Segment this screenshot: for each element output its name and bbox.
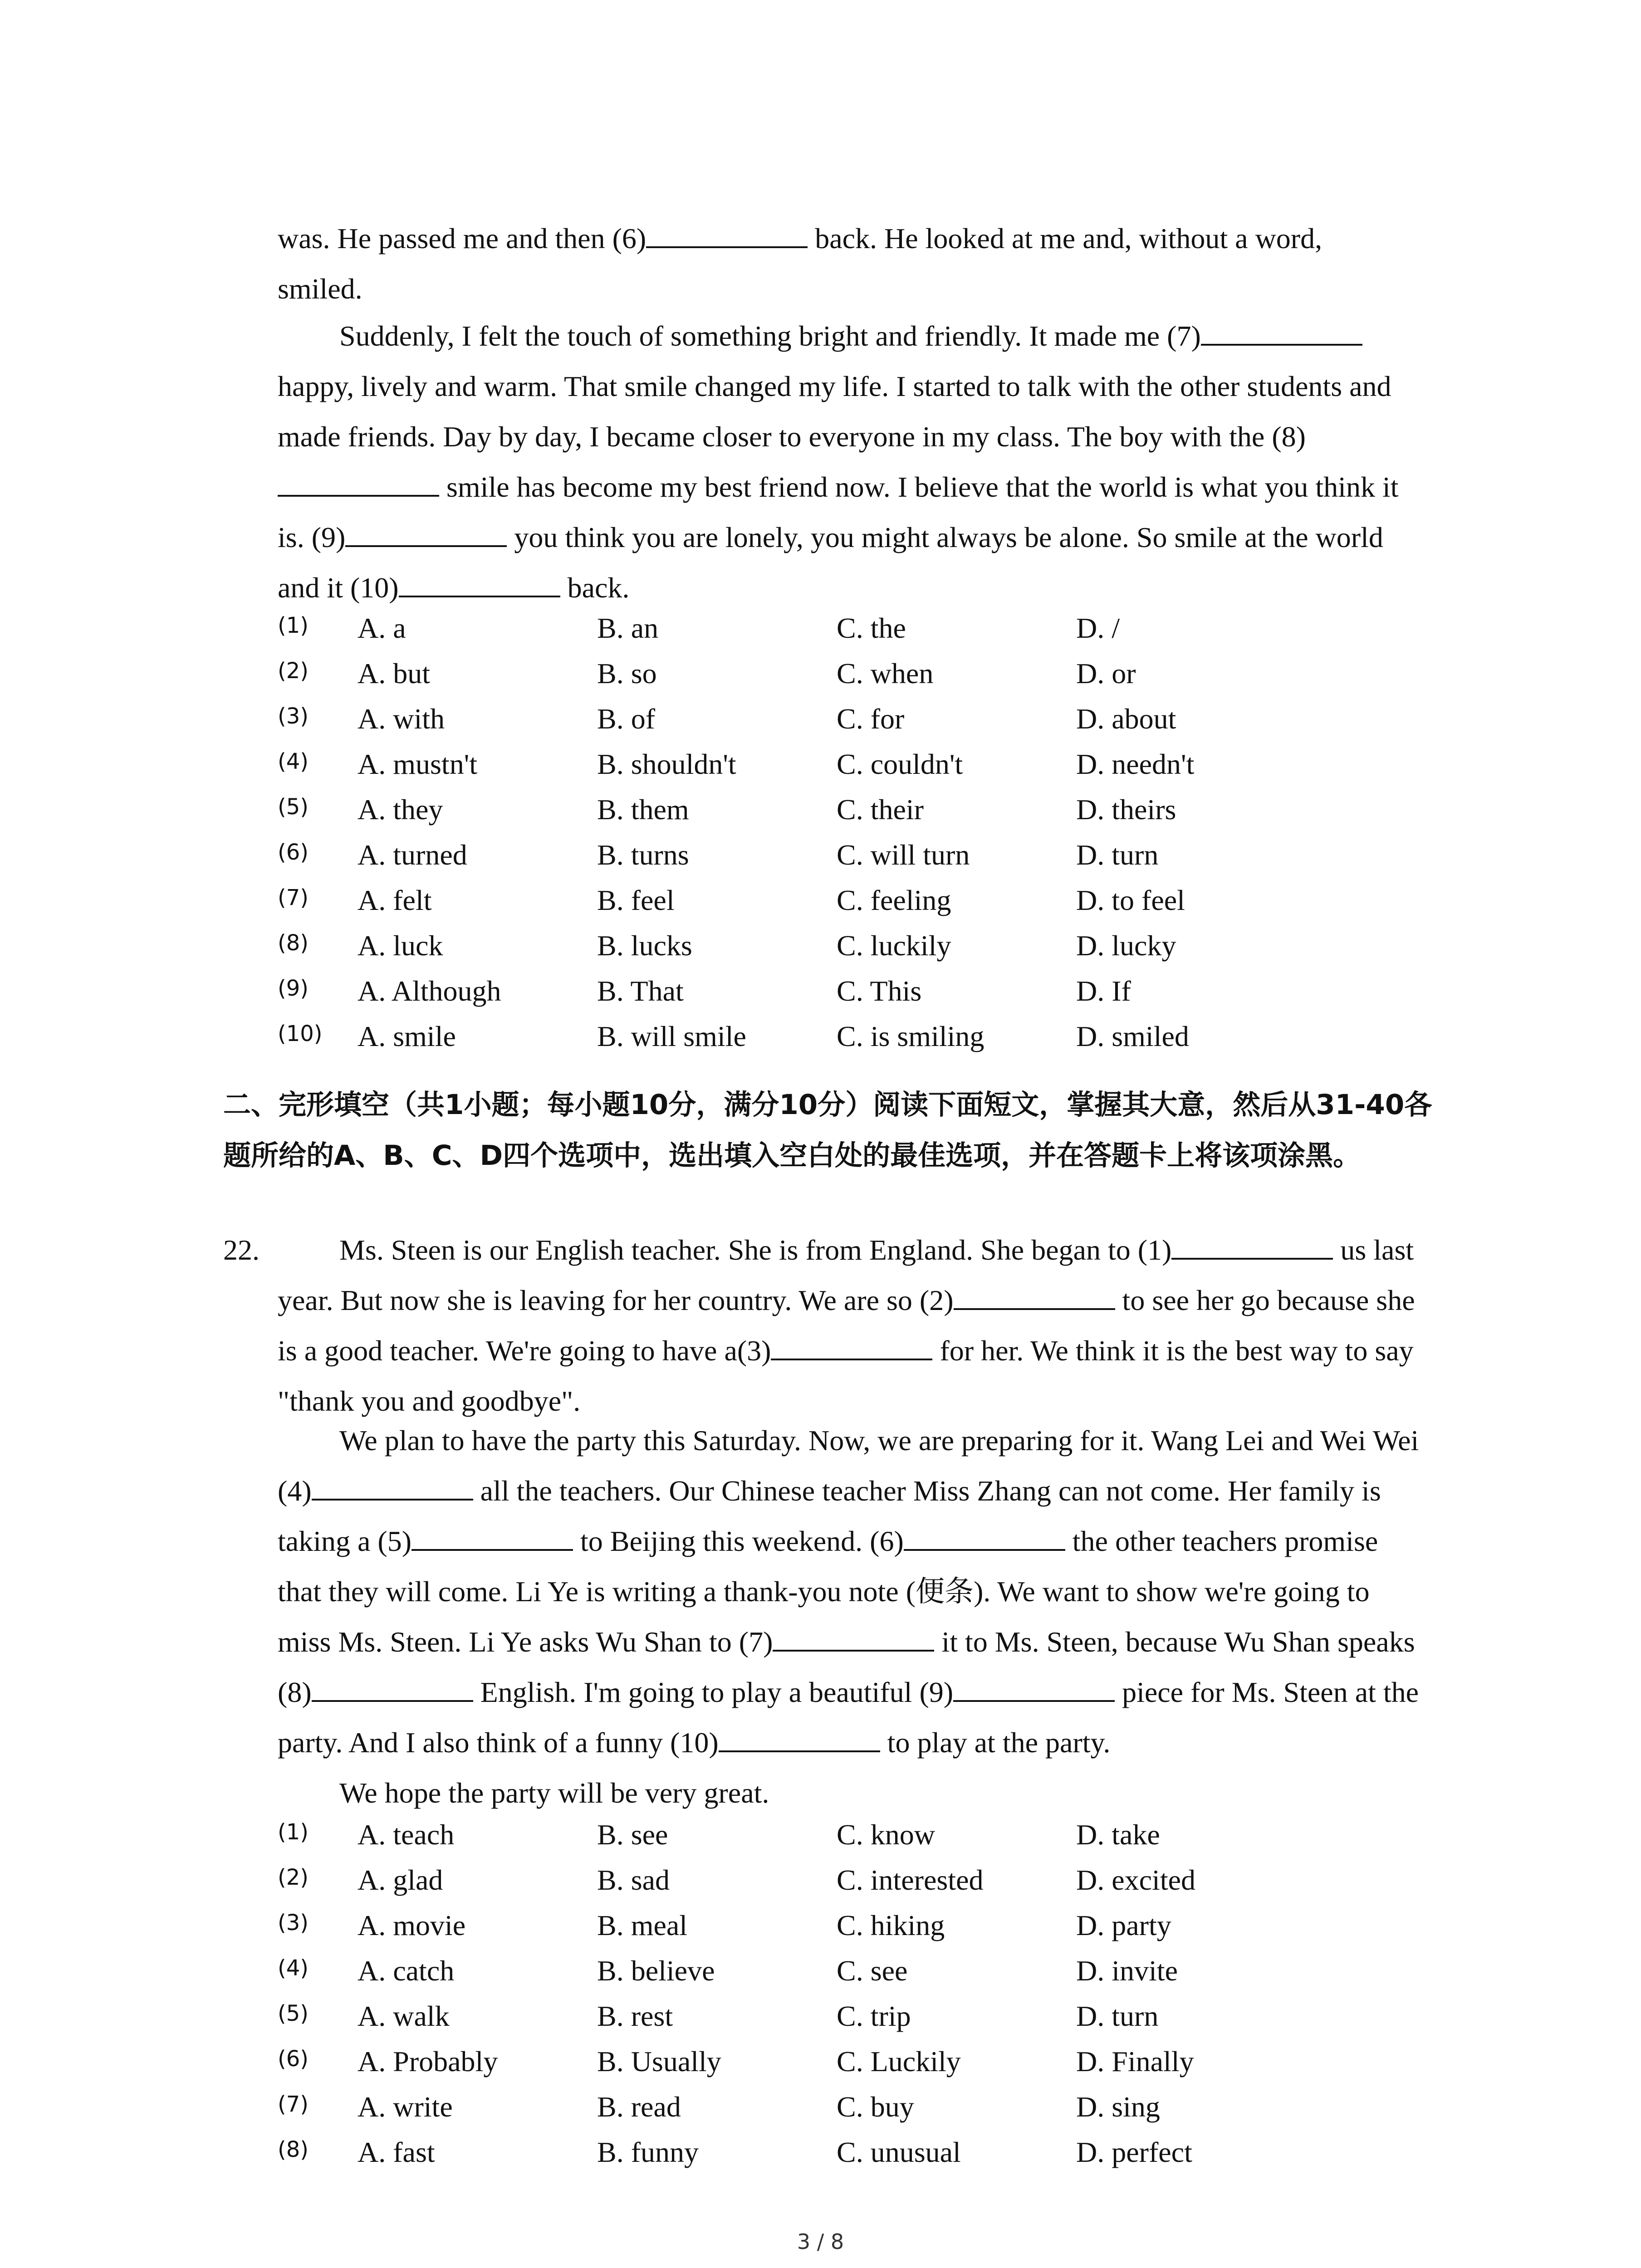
option-d: D. take (1076, 1818, 1160, 1851)
option-b: B. them (597, 793, 689, 826)
passage2-text: to play at the party. (880, 1726, 1111, 1759)
option-c: C. know (837, 1818, 935, 1851)
answer-blank (773, 1623, 934, 1652)
answer-blank (399, 569, 560, 597)
option-a: A. catch (358, 1955, 455, 1987)
option-number: (4) (278, 1955, 309, 1981)
answer-blank (345, 519, 507, 547)
option-d: D. to feel (1076, 884, 1185, 916)
option-b: B. shouldn't (597, 748, 736, 780)
answer-blank (954, 1282, 1115, 1310)
passage1-text: was. He passed me and then (6) (278, 222, 647, 254)
option-a: A. movie (358, 1909, 466, 1941)
passage2-text: us last year. But now she is leaving for her country. We are so (2) (278, 1234, 1414, 1316)
option-a: A. smile (358, 1020, 456, 1052)
answer-blank (278, 469, 439, 497)
option-a: A. write (358, 2091, 453, 2123)
option-b: B. Usually (597, 2045, 721, 2077)
option-b: B. lucks (597, 929, 692, 962)
passage1-text: smile has become my best friend now. I believe that the world is what you think it is. (9) (278, 471, 1399, 553)
option-c: C. interested (837, 1864, 984, 1896)
option-number: (1) (278, 613, 309, 638)
passage2-text: We hope the party will be very great. (339, 1777, 769, 1809)
passage1-text: back. He looked at me and, without a word, (808, 222, 1323, 254)
passage2-text: all the teachers. Our Chinese teacher Miss Zhang can not come. Her family is taking a (5) (278, 1475, 1381, 1557)
passage2-text: piece for Ms. Steen at the party. And I also think of a funny (10) (278, 1676, 1419, 1759)
option-number: (5) (278, 794, 309, 820)
option-number: (3) (278, 704, 309, 729)
passage1-text: happy, lively and warm. That smile changed my life. I started to talk with the other students and made friends. Day by day, I became closer to everyone in my class. The boy with the (278, 370, 1391, 453)
option-a: A. teach (358, 1818, 455, 1851)
option-c: C. unusual (837, 2136, 961, 2168)
option-d: D. excited (1076, 1864, 1195, 1896)
option-number: (6) (278, 2046, 309, 2072)
passage2-text: English. I'm going to play a beautiful (9) (473, 1676, 954, 1708)
option-b: B. so (597, 657, 657, 689)
page-number: 3 / 8 (797, 2229, 844, 2254)
option-b: B. turns (597, 839, 689, 871)
option-b: B. meal (597, 1909, 688, 1941)
option-a: A. turned (358, 839, 467, 871)
option-d: D. If (1076, 975, 1131, 1007)
option-c: C. hiking (837, 1909, 945, 1941)
option-c: C. when (837, 657, 934, 689)
passage2-text: to see her go because she is a good teacher. We're going to have a(3) (278, 1284, 1415, 1367)
answer-blank (1201, 318, 1362, 346)
option-c: C. trip (837, 2000, 911, 2032)
option-number: (9) (278, 976, 309, 1001)
option-b: B. sad (597, 1864, 670, 1896)
option-number: (10) (278, 1021, 323, 1046)
answer-blank (411, 1523, 573, 1551)
option-b: B. believe (597, 1955, 715, 1987)
option-number: (2) (278, 658, 309, 684)
option-c: C. will turn (837, 839, 970, 871)
option-d: D. or (1076, 657, 1136, 689)
option-a: A. luck (358, 929, 443, 962)
option-b: B. That (597, 975, 684, 1007)
option-number: (5) (278, 2001, 309, 2026)
passage1-paragraph2 (278, 311, 1425, 613)
option-b: B. see (597, 1818, 668, 1851)
answer-blank (953, 1674, 1115, 1702)
option-b: B. funny (597, 2136, 699, 2168)
option-d: D. Finally (1076, 2045, 1194, 2077)
option-d: D. turn (1076, 839, 1159, 871)
option-a: A. but (358, 657, 430, 689)
option-b: B. will smile (597, 1020, 746, 1052)
option-d: D. perfect (1076, 2136, 1192, 2168)
option-c: C. their (837, 793, 924, 826)
answer-blank (312, 1674, 473, 1702)
option-c: C. is smiling (837, 1020, 985, 1052)
passage2-text: it to Ms. Steen, because Wu Shan speaks (8) (278, 1626, 1415, 1708)
option-b: B. of (597, 703, 655, 735)
option-b: B. read (597, 2091, 681, 2123)
answer-blank (771, 1332, 932, 1360)
option-a: A. with (358, 703, 445, 735)
option-number: (8) (278, 930, 309, 956)
passage2-paragraph2 (278, 1415, 1425, 1818)
option-c: C. luckily (837, 929, 951, 962)
option-number: (6) (278, 840, 309, 865)
option-a: A. mustn't (358, 748, 477, 780)
option-d: D. party (1076, 1909, 1171, 1941)
option-c: C. couldn't (837, 748, 963, 780)
option-a: A. they (358, 793, 443, 826)
option-number: (3) (278, 1910, 309, 1936)
passage2-text: We plan to have the party this Saturday. Now, we are preparing for it. Wang Lei and Wei Wei (4) (278, 1424, 1419, 1507)
option-number: (7) (278, 885, 309, 910)
passage1-text: (8) (1272, 420, 1306, 453)
option-a: A. glad (358, 1864, 443, 1896)
answer-blank (904, 1523, 1065, 1551)
option-a: A. Although (358, 975, 501, 1007)
option-c: C. feeling (837, 884, 951, 916)
option-c: C. for (837, 703, 905, 735)
option-d: D. theirs (1076, 793, 1176, 826)
option-c: C. This (837, 975, 922, 1007)
passage2-text: the other teachers promise that they will come. Li Ye is writing a thank-you note (便条). We want to show we're going to miss Ms. Steen. Li Ye asks Wu Shan to (7) (278, 1525, 1378, 1658)
passage1-text: you think you are lonely, you might always be alone. So smile at the world and it (10) (278, 521, 1383, 604)
option-d: D. lucky (1076, 929, 1176, 962)
option-c: C. see (837, 1955, 908, 1987)
passage1-paragraph1 (278, 213, 1425, 314)
option-b: B. feel (597, 884, 675, 916)
passage2-paragraph1 (278, 1225, 1425, 1426)
option-number: (2) (278, 1865, 309, 1890)
option-a: A. fast (358, 2136, 435, 2168)
option-number: (4) (278, 749, 309, 774)
passage1-text: smiled. (278, 273, 362, 305)
passage2-text: Ms. Steen is our English teacher. She is from England. She began to (1) (339, 1234, 1172, 1266)
question-number: 22. (223, 1234, 260, 1266)
option-c: C. the (837, 612, 906, 644)
passage1-text: back. (560, 572, 630, 604)
option-d: D. / (1076, 612, 1120, 644)
option-c: C. Luckily (837, 2045, 961, 2077)
option-d: D. turn (1076, 2000, 1159, 2032)
option-d: D. sing (1076, 2091, 1160, 2123)
option-number: (7) (278, 2092, 309, 2117)
passage2-text: for her. We think it is the best way to say "thank you and goodbye". (278, 1334, 1414, 1417)
option-a: A. Probably (358, 2045, 498, 2077)
answer-blank (312, 1472, 473, 1501)
answer-blank (646, 220, 808, 248)
option-number: (8) (278, 2137, 309, 2162)
option-a: A. a (358, 612, 406, 644)
option-d: D. needn't (1076, 748, 1195, 780)
option-d: D. smiled (1076, 1020, 1189, 1052)
section-heading: 二、完形填空（共1小题；每小题10分，满分10分）阅读下面短文，掌握其大意，然后从31-40各题所给的A、B、C、D四个选项中，选出填入空白处的最佳选项，并在答题卡上将该项涂黑。 (223, 1089, 1432, 1172)
option-b: B. rest (597, 2000, 673, 2032)
option-a: A. walk (358, 2000, 450, 2032)
option-a: A. felt (358, 884, 432, 916)
option-number: (1) (278, 1819, 309, 1845)
answer-blank (719, 1724, 880, 1752)
option-c: C. buy (837, 2091, 914, 2123)
option-b: B. an (597, 612, 659, 644)
option-d: D. invite (1076, 1955, 1178, 1987)
passage1-text: Suddenly, I felt the touch of something bright and friendly. It made me (7) (339, 320, 1201, 352)
passage2-text: to Beijing this weekend. (6) (573, 1525, 904, 1557)
answer-blank (1171, 1232, 1333, 1260)
option-d: D. about (1076, 703, 1176, 735)
